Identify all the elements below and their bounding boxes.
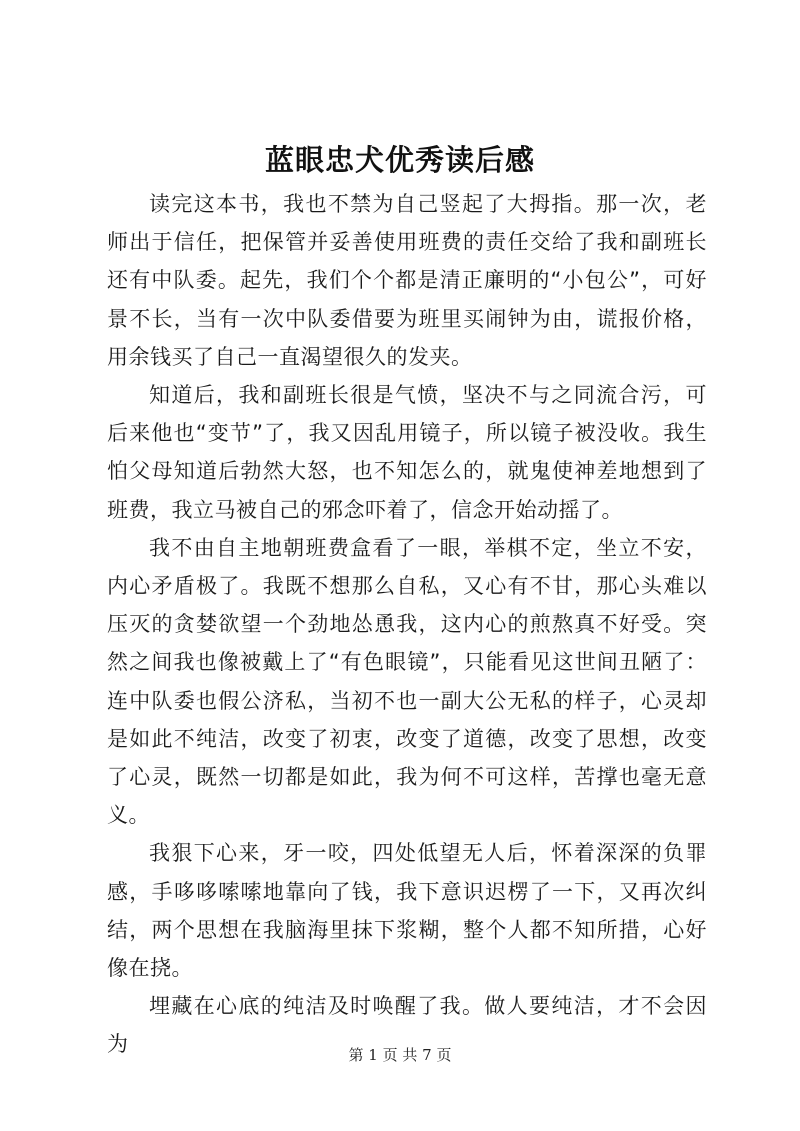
paragraph: 知道后，我和副班长很是气愤，坚决不与之同流合污，可后来他也“变节”了，我又因乱用镜子，所以镜子被没收。我生怕父母知道后勃然大怒，也不知怎么的，就鬼使神差地想到了班费，我立马被自己的邪念吓着了，信念开始动摇了。 [107, 383, 707, 522]
paragraph: 我狠下心来，牙一咬，四处低望无人后，怀着深深的负罪感，手哆哆嗦嗦地靠向了钱，我下意识迟楞了一下，又再次纠结，两个思想在我脑海里抹下浆糊，整个人都不知所措，心好像在挠。 [107, 841, 707, 981]
paragraph: 读完这本书，我也不禁为自己竖起了大拇指。那一次，老师出于信任，把保管并妥善使用班费的责任交给了我和副班长还有中队委。起先，我们个个都是清正廉明的“小包公”，可好景不长，当有一次中队委借要为班里买闹钟为由，谎报价格，用余钱买了自己一直渴望很久的发夹。 [107, 192, 707, 369]
paragraph: 我不由自主地朝班费盒看了一眼，举棋不定，坐立不安，内心矛盾极了。我既不想那么自私，又心有不甘，那心头难以压灭的贪婪欲望一个劲地怂恿我，这内心的煎熬真不好受。突然之间我也像被戴上了“有色眼镜”，只能看见这世间丑陋了：连中队委也假公济私，当初不也一副大公无私的样子，心灵却是如此不纯洁，改变了初衷，改变了道德，改变了思想，改变了心灵，既然一切都是如此，我为何不可这样，苦撑也毫无意义。 [107, 535, 707, 828]
page-title: 蓝眼忠犬优秀读后感 [264, 143, 535, 177]
document-body [107, 185, 707, 1064]
page-number-footer: 第 1 页 共 7 页 [348, 1046, 452, 1064]
paragraph: 埋藏在心底的纯洁及时唤醒了我。做人要纯洁，才不会因为 [107, 994, 707, 1057]
